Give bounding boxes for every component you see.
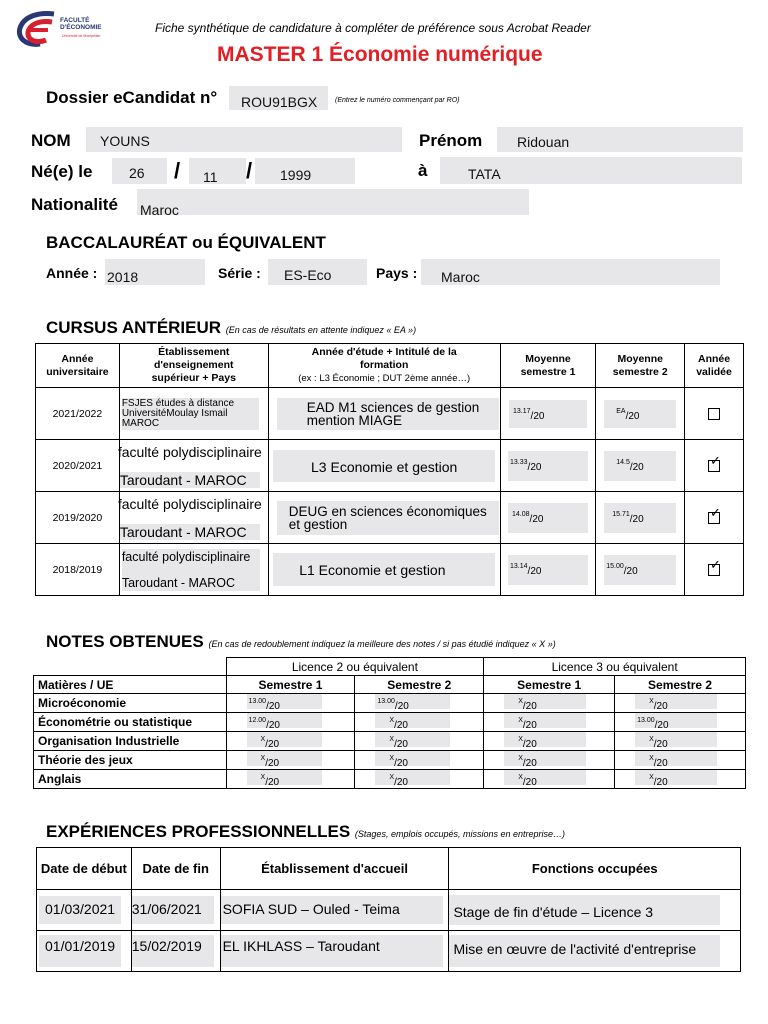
cursus-s2-field[interactable]: $^{14.5}$/20 [604,451,676,481]
note-field[interactable]: $^X$/20 [375,751,450,766]
date-slash-1: / [174,158,181,183]
notes-note: (En cas de redoublement indiquez la meilleure des notes / si pas étudié indiquez « X ») [208,639,556,649]
checkmark-icon: ✓ [710,505,721,521]
validated-checkbox[interactable] [708,453,721,472]
note-field[interactable]: $^X$/20 [504,751,586,766]
validated-checkbox[interactable] [708,557,721,576]
note-field[interactable]: $^X$/20 [247,770,322,785]
note-field[interactable]: $^{13.00}$/20 [247,694,322,709]
notes-row [34,770,746,789]
experiences-note: (Stages, emplois occupés, missions en entreprise…) [354,829,566,839]
note-field[interactable]: $^X$/20 [504,770,586,785]
nom-field[interactable]: YOUNS [86,127,402,152]
prenom-field[interactable]: Ridouan [497,127,743,152]
col-etablissement: Établissement d'enseignement supérieur + Pays [119,344,268,388]
cursus-title: CURSUS ANTÉRIEUR [46,318,222,337]
cursus-formation-line1: EAD M1 sciences de gestion [306,399,480,415]
note-field[interactable]: $^X$/20 [504,732,586,747]
nom-label: NOM [31,131,71,150]
cursus-etab-line2: Taroudant - MAROC [121,575,236,590]
bac-serie-field[interactable]: ES-Eco [268,259,367,285]
notes-row [34,694,746,713]
experiences-table [36,847,741,972]
cursus-etab-line1: faculté polydisciplinaire [117,495,262,512]
experience-row [37,890,741,931]
notes-title: NOTES OBTENUES [46,632,204,651]
cursus-section-title [46,318,416,338]
matiere-label: Microéconomie [34,694,227,713]
matiere-label: Économétrie ou statistique [34,713,227,732]
matiere-label: Organisation Industrielle [34,732,227,751]
bac-pays-label: Pays : [376,265,418,281]
logo-line1: FACULTÉ [60,17,90,24]
validated-checkbox[interactable] [708,505,721,524]
checkmark-icon: ✓ [710,557,721,573]
cursus-year: 2020/2021 [36,440,120,492]
note-field[interactable]: $^X$/20 [247,732,322,747]
note-field[interactable]: $^X$/20 [247,751,322,766]
notes-table [33,657,746,789]
cursus-formation-line1: DEUG en sciences économiques [288,503,487,519]
exp-end-field[interactable]: 31/06/2021 [132,896,214,924]
col-formation-title: Année d'étude + Intitulé de la formation [311,346,457,371]
col-formation-example: (ex : L3 Économie ; DUT 2ème année…) [298,373,471,384]
note-field[interactable]: $^X$/20 [635,694,717,709]
notes-row [34,732,746,751]
ne-le-label: Né(e) le [31,162,93,181]
logo-line2: D'ÉCONOMIE [60,24,102,31]
cursus-note: (En cas de résultats en attente indiquez « EA ») [225,325,417,335]
cursus-formation-field[interactable] [277,501,499,535]
note-field[interactable]: $^{12.00}$/20 [247,713,322,728]
logo-line3: Université de Montpellier [62,34,101,38]
cursus-etab-line2: UniversitéMoulay Ismail [121,407,228,419]
cursus-formation-line2: et gestion [288,516,348,532]
experiences-section-title [46,822,565,842]
col-moyenne-s1: Moyenne semestre 1 [500,344,596,388]
col-moyenne-s2: Moyenne semestre 2 [596,344,685,388]
cursus-etab-line3: MAROC [121,417,160,429]
dossier-number-field[interactable]: ROU91BGX [229,86,328,110]
note-field[interactable]: $^{13.00}$/20 [375,694,450,709]
cursus-row [36,440,744,492]
nationalite-field[interactable]: Maroc [137,189,529,215]
cursus-s1-field[interactable]: $^{14.08}$/20 [508,503,588,533]
cursus-year: 2021/2022 [36,388,120,440]
col-date-fin: Date de fin [131,848,220,890]
cursus-year: 2019/2020 [36,492,120,544]
exp-start-field[interactable]: 01/03/2021 [39,896,121,924]
birth-month-field[interactable]: 11 [189,158,246,184]
lieu-label: à [418,161,428,180]
cursus-row [36,544,744,596]
col-etablissement-accueil: Établissement d'accueil [220,848,449,890]
nationalite-label: Nationalité [31,195,118,214]
l3-sem1-header: Semestre 1 [484,676,615,694]
l2-sem2-header: Semestre 2 [355,676,484,694]
exp-start-field[interactable]: 01/01/2019 [39,935,121,967]
notes-row [34,713,746,732]
date-slash-2: / [246,158,253,183]
note-field[interactable]: $^X$/20 [635,770,717,785]
validated-checkbox[interactable] [708,408,720,420]
experiences-title: EXPÉRIENCES PROFESSIONNELLES [46,822,351,841]
col-fonctions: Fonctions occupées [449,848,741,890]
note-field[interactable]: $^X$/20 [504,694,586,709]
birth-year-field[interactable]: 1999 [255,158,355,184]
bac-serie-label: Série : [218,265,261,281]
cursus-etab-field[interactable] [117,495,268,540]
cursus-formation-line2: mention MIAGE [306,412,402,428]
col-annee-universitaire: Année universitaire [36,344,120,388]
faculty-logo-mark [14,10,58,52]
cursus-year: 2018/2019 [36,544,120,596]
col-formation [268,344,500,388]
note-field[interactable]: $^X$/20 [635,751,717,766]
note-field[interactable]: $^X$/20 [375,713,450,728]
dossier-label: Dossier eCandidat n° [46,88,218,107]
l2-sem1-header: Semestre 1 [226,676,355,694]
licence2-header: Licence 2 ou équivalent [226,658,484,676]
cursus-s1-field[interactable]: $^{13.17}$/20 [509,400,587,428]
form-title: MASTER 1 Économie numérique [217,43,543,66]
note-field[interactable]: $^X$/20 [635,732,717,747]
cursus-etab-line1: FSJES études à distance [121,397,235,409]
cursus-s2-field[interactable]: $^{15.00}$/20 [604,555,676,585]
cursus-formation-field[interactable]: L1 Economie et gestion [273,553,495,586]
birth-day-field[interactable]: 26 [112,158,167,184]
matieres-header: Matières / UE [34,676,227,694]
note-field[interactable]: $^{13.00}$/20 [635,713,717,728]
dossier-note: (Entrez le numéro commençant par RO) [335,97,460,104]
matiere-label: Anglais [34,770,227,789]
exp-fonction-field[interactable]: Stage de fin d'étude – Licence 3 [449,895,720,925]
notes-section-title [46,632,556,652]
cursus-formation-field[interactable]: L3 Economie et gestion [273,450,495,482]
prenom-label: Prénom [419,131,483,150]
bac-pays-field[interactable]: Maroc [421,259,720,285]
bac-annee-label: Année : [46,265,98,281]
exp-end-field[interactable]: 15/02/2019 [132,935,214,967]
bac-annee-field[interactable]: 2018 [105,259,205,285]
form-subtitle: Fiche synthétique de candidature à compléter de préférence sous Acrobat Reader [155,21,591,35]
exp-etab-field[interactable]: EL IKHLASS – Taroudant [221,935,443,967]
lieu-field[interactable]: TATA [440,157,742,184]
licence3-header: Licence 3 ou équivalent [484,658,746,676]
faculty-logo [14,10,114,55]
exp-etab-field[interactable]: SOFIA SUD – Ouled - Teima [221,896,443,924]
cursus-etab-line1: faculté polydisciplinaire [117,443,262,460]
matiere-label: Théorie des jeux [34,751,227,770]
cursus-s1-field[interactable]: $^{13.14}$/20 [508,555,588,585]
cursus-row [36,388,744,440]
bac-section-title: BACCALAURÉAT ou ÉQUIVALENT [46,233,326,252]
col-annee-validee: Année validée [685,344,744,388]
l3-sem2-header: Semestre 2 [615,676,746,694]
cursus-formation-field[interactable] [277,398,499,430]
cursus-etab-field[interactable] [122,398,259,430]
cursus-s2-field[interactable]: $^{15.71}$/20 [604,503,676,533]
cursus-etab-line1: faculté polydisciplinaire [121,549,251,564]
cursus-etab-line2: Taroudant - MAROC [120,524,260,540]
cursus-s2-field[interactable]: $^{EA}$/20 [604,400,676,428]
cursus-etab-field[interactable] [117,443,268,488]
cursus-etab-line2: Taroudant - MAROC [120,472,260,488]
exp-fonction-field[interactable]: Mise en œuvre de l'activité d'entreprise [449,935,720,967]
note-field[interactable]: $^X$/20 [375,770,450,785]
notes-row [34,751,746,770]
note-field[interactable]: $^X$/20 [375,732,450,747]
cursus-row [36,492,744,544]
col-date-debut: Date de début [37,848,132,890]
note-field[interactable]: $^X$/20 [504,713,586,728]
cursus-table [35,343,744,596]
experience-row [37,931,741,972]
cursus-s1-field[interactable]: $^{13.33}$/20 [508,451,588,481]
checkmark-icon: ✓ [710,453,721,469]
cursus-etab-field[interactable] [122,549,260,591]
